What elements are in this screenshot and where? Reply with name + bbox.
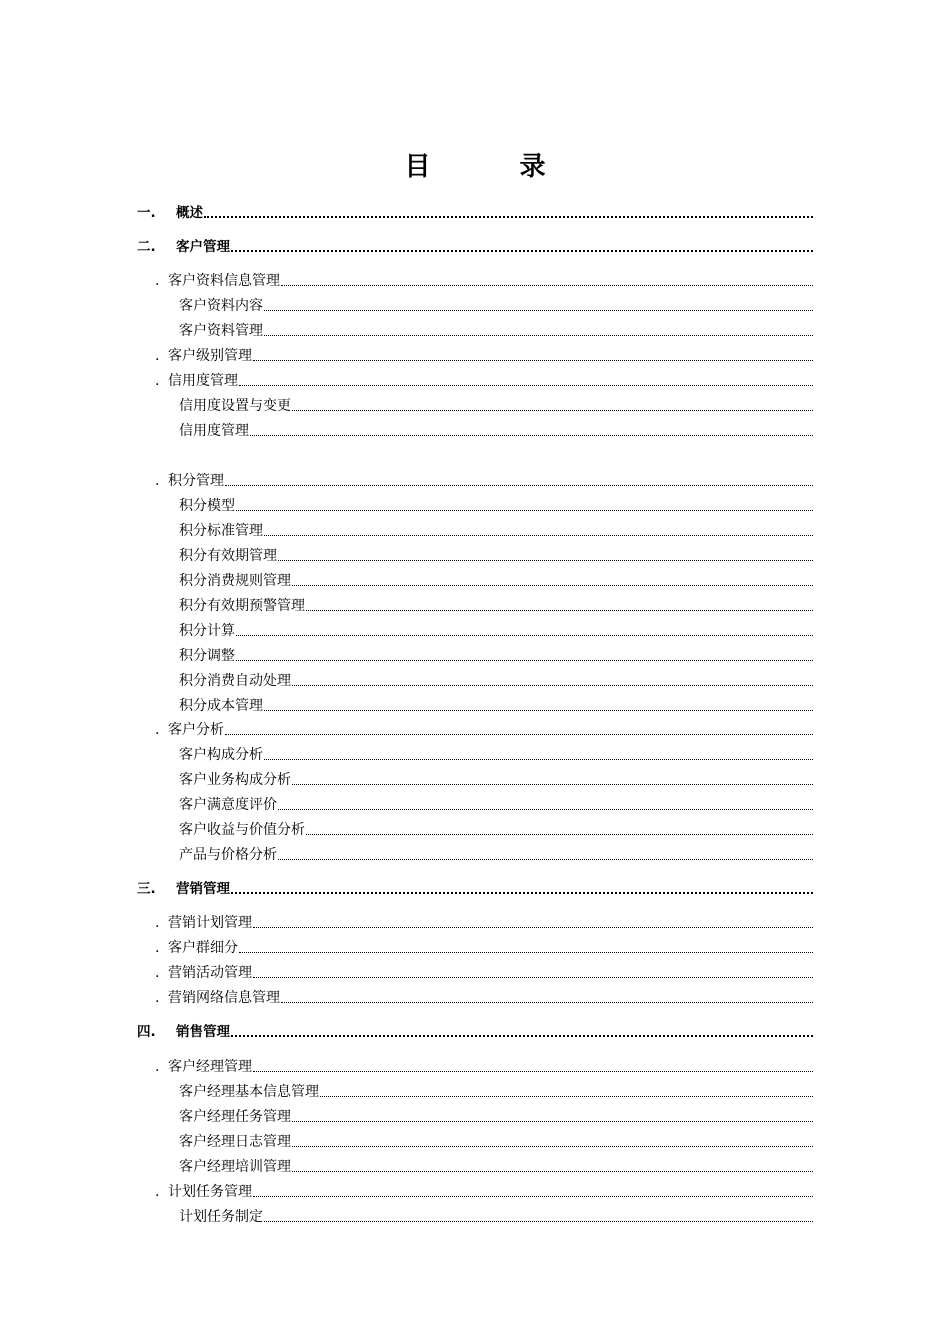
toc-dot-leader [278, 859, 813, 860]
toc-entry-level-3[interactable] [179, 772, 813, 788]
toc-entry-level-2[interactable] [155, 473, 813, 489]
toc-entry-label: 客户管理 [176, 239, 230, 255]
toc-entry-level-3[interactable] [179, 323, 813, 339]
toc-dot-leader [264, 759, 813, 760]
toc-entry-level-1[interactable] [137, 1024, 813, 1040]
toc-dot-leader [278, 560, 813, 561]
toc-entry-level-3[interactable] [179, 523, 813, 539]
toc-entry-level-2[interactable] [155, 915, 813, 931]
toc-entry-label: 客户资料内容 [179, 298, 263, 314]
toc-entry-label: 计划任务管理 [168, 1184, 252, 1200]
toc-dot-leader [264, 310, 813, 311]
toc-dot-leader [236, 660, 813, 661]
toc-entry-level-3[interactable] [179, 1109, 813, 1125]
toc-entry-label: 客户群细分 [168, 940, 238, 956]
toc-entry-level-3[interactable] [179, 673, 813, 689]
toc-entry-number: . [155, 1184, 160, 1200]
toc-dot-leader [306, 610, 813, 611]
toc-entry-number: . [155, 273, 160, 289]
toc-entry-level-3[interactable] [179, 1084, 813, 1100]
toc-dot-leader [264, 1221, 813, 1222]
toc-dot-leader [239, 385, 813, 386]
toc-entry-label: 客户分析 [168, 722, 224, 738]
toc-entry-level-3[interactable] [179, 648, 813, 664]
toc-entry-label: 概述 [176, 205, 203, 221]
toc-entry-number: . [155, 915, 160, 931]
toc-entry-level-1[interactable] [137, 239, 813, 255]
toc-entry-level-3[interactable] [179, 847, 813, 863]
toc-entry-label: 积分有效期预警管理 [179, 598, 305, 614]
toc-entry-label: 计划任务制定 [179, 1209, 263, 1225]
toc-entry-label: 销售管理 [176, 1024, 230, 1040]
toc-entry-level-3[interactable] [179, 1159, 813, 1175]
toc-entry-level-2[interactable] [155, 348, 813, 364]
toc-dot-leader [292, 1121, 813, 1122]
toc-entry-level-2[interactable] [155, 990, 813, 1006]
toc-entry-level-3[interactable] [179, 623, 813, 639]
toc-entry-label: 客户经理任务管理 [179, 1109, 291, 1125]
toc-dot-leader [306, 834, 813, 835]
toc-entry-level-3[interactable] [179, 1134, 813, 1150]
toc-dot-leader [253, 1196, 813, 1197]
toc-entry-level-3[interactable] [179, 548, 813, 564]
toc-dot-leader [292, 410, 813, 411]
toc-dot-leader [292, 1146, 813, 1147]
toc-entry-level-2[interactable] [155, 722, 813, 738]
toc-dot-leader [231, 250, 813, 252]
toc-entry-level-3[interactable] [179, 747, 813, 763]
toc-dot-leader [231, 892, 813, 894]
toc-entry-label: 信用度设置与变更 [179, 398, 291, 414]
toc-entry-label: 信用度管理 [179, 423, 249, 439]
toc-entry-label: 产品与价格分析 [179, 847, 277, 863]
toc-entry-label: 积分调整 [179, 648, 235, 664]
toc-dot-leader [264, 335, 813, 336]
toc-entry-level-3[interactable] [179, 423, 813, 439]
toc-dot-leader [250, 435, 813, 436]
toc-entry-number: . [155, 373, 160, 389]
toc-dot-leader [253, 927, 813, 928]
toc-entry-number: . [155, 1059, 160, 1075]
page-title: 目 录 [404, 152, 586, 182]
toc-entry-label: 客户经理日志管理 [179, 1134, 291, 1150]
toc-entry-label: 积分成本管理 [179, 698, 263, 714]
toc-dot-leader [253, 360, 813, 361]
toc-dot-leader [264, 710, 813, 711]
toc-entry-number: . [155, 990, 160, 1006]
toc-dot-leader [281, 1002, 813, 1003]
toc-entry-level-3[interactable] [179, 698, 813, 714]
toc-entry-label: 信用度管理 [168, 373, 238, 389]
toc-entry-label: 客户满意度评价 [179, 797, 277, 813]
toc-entry-number: . [155, 722, 160, 738]
toc-entry-level-3[interactable] [179, 398, 813, 414]
toc-entry-label: 客户业务构成分析 [179, 772, 291, 788]
toc-entry-label: 营销管理 [176, 881, 230, 897]
toc-dot-leader [281, 285, 813, 286]
toc-entry-label: 营销计划管理 [168, 915, 252, 931]
toc-entry-level-2[interactable] [155, 940, 813, 956]
toc-dot-leader [292, 585, 813, 586]
toc-entry-label: 客户级别管理 [168, 348, 252, 364]
toc-entry-level-3[interactable] [179, 822, 813, 838]
toc-entry-label: 客户构成分析 [179, 747, 263, 763]
toc-entry-label: 客户收益与价值分析 [179, 822, 305, 838]
toc-dot-leader [225, 734, 813, 735]
toc-entry-label: 客户资料信息管理 [168, 273, 280, 289]
toc-entry-level-3[interactable] [179, 1209, 813, 1225]
toc-dot-leader [236, 510, 813, 511]
toc-dot-leader [204, 216, 813, 218]
toc-entry-label: 积分消费自动处理 [179, 673, 291, 689]
toc-entry-label: 积分标准管理 [179, 523, 263, 539]
toc-entry-level-3[interactable] [179, 498, 813, 514]
toc-entry-number: 一. [137, 205, 156, 221]
toc-entry-label: 积分有效期管理 [179, 548, 277, 564]
toc-entry-number: . [155, 965, 160, 981]
toc-dot-leader [231, 1035, 813, 1037]
toc-entry-level-3[interactable] [179, 598, 813, 614]
toc-entry-level-2[interactable] [155, 1059, 813, 1075]
toc-dot-leader [253, 977, 813, 978]
toc-dot-leader [292, 784, 813, 785]
toc-entry-label: 客户经理管理 [168, 1059, 252, 1075]
toc-entry-label: 营销网络信息管理 [168, 990, 280, 1006]
toc-entry-label: 营销活动管理 [168, 965, 252, 981]
toc-dot-leader [264, 535, 813, 536]
toc-entry-label: 积分消费规则管理 [179, 573, 291, 589]
toc-entry-level-2[interactable] [155, 965, 813, 981]
toc-entry-level-1[interactable] [137, 205, 813, 221]
toc-dot-leader [236, 635, 813, 636]
toc-entry-number: 三. [137, 881, 156, 897]
toc-entry-number: 四. [137, 1024, 156, 1040]
toc-entry-level-3[interactable] [179, 797, 813, 813]
toc-entry-label: 客户资料管理 [179, 323, 263, 339]
toc-entry-level-1[interactable] [137, 881, 813, 897]
toc-dot-leader [292, 1171, 813, 1172]
toc-dot-leader [320, 1096, 813, 1097]
toc-entry-label: 积分计算 [179, 623, 235, 639]
toc-entry-level-2[interactable] [155, 1184, 813, 1200]
toc-entry-label: 客户经理基本信息管理 [179, 1084, 319, 1100]
toc-entry-level-3[interactable] [179, 298, 813, 314]
toc-entry-number: . [155, 473, 160, 489]
toc-entry-level-2[interactable] [155, 273, 813, 289]
toc-entry-label: 积分管理 [168, 473, 224, 489]
toc-entry-number: 二. [137, 239, 156, 255]
toc-entry-level-3[interactable] [179, 573, 813, 589]
toc-entry-label: 客户经理培训管理 [179, 1159, 291, 1175]
toc-dot-leader [225, 485, 813, 486]
toc-entry-label: 积分模型 [179, 498, 235, 514]
toc-dot-leader [239, 952, 813, 953]
toc-dot-leader [278, 809, 813, 810]
toc-entry-level-2[interactable] [155, 373, 813, 389]
toc-dot-leader [292, 685, 813, 686]
toc-entry-number: . [155, 348, 160, 364]
toc-dot-leader [253, 1071, 813, 1072]
toc-entry-number: . [155, 940, 160, 956]
